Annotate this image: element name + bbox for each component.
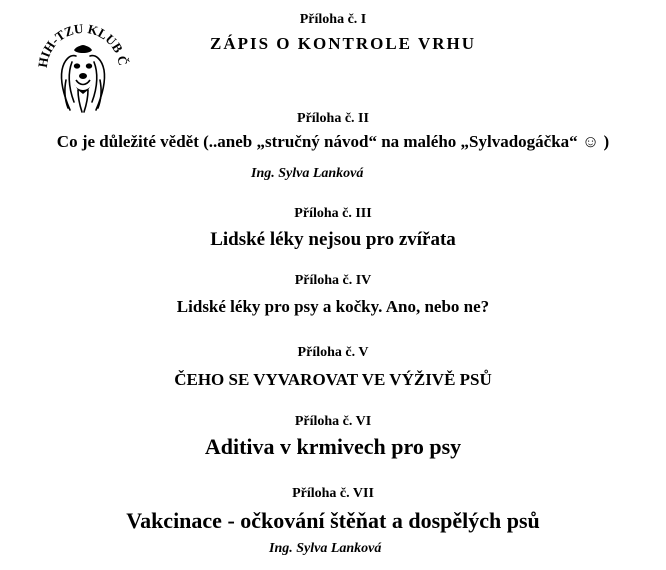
annex-1-label: Příloha č. I bbox=[299, 12, 367, 27]
annex-3-title: Lidské léky nejsou pro zvířata bbox=[210, 229, 456, 250]
annex-6-title: Aditiva v krmivech pro psy bbox=[204, 434, 462, 459]
logo-ring-text: HIH-TZU KLUB Č bbox=[34, 20, 131, 69]
annex-2-title: Co je důležité vědět (..aneb „stručný návod“ na malého „Sylvadogáčka“ ☺ ) bbox=[56, 132, 610, 151]
annex-7-author: Ing. Sylva Lanková bbox=[269, 541, 382, 556]
annex-6-label: Příloha č. VI bbox=[294, 414, 372, 429]
annex-5-title: ČEHO SE VYVAROVAT VE VÝŽIVĚ PSŮ bbox=[174, 370, 492, 389]
annex-7-label: Příloha č. VII bbox=[292, 486, 374, 501]
annex-4-title: Lidské léky pro psy a kočky. Ano, nebo ne? bbox=[176, 297, 490, 316]
annex-3-label: Příloha č. III bbox=[294, 206, 372, 221]
annex-7-title: Vakcinace - očkování štěňat a dospělých psů bbox=[126, 508, 540, 533]
annex-2-label: Příloha č. II bbox=[297, 111, 369, 126]
annex-5-label: Příloha č. V bbox=[297, 345, 369, 360]
annex-4-label: Příloha č. IV bbox=[294, 273, 372, 288]
annex-2-author: Ing. Sylva Lanková bbox=[251, 166, 364, 181]
annex-1-title: ZÁPIS O KONTROLE VRHU bbox=[209, 34, 477, 53]
